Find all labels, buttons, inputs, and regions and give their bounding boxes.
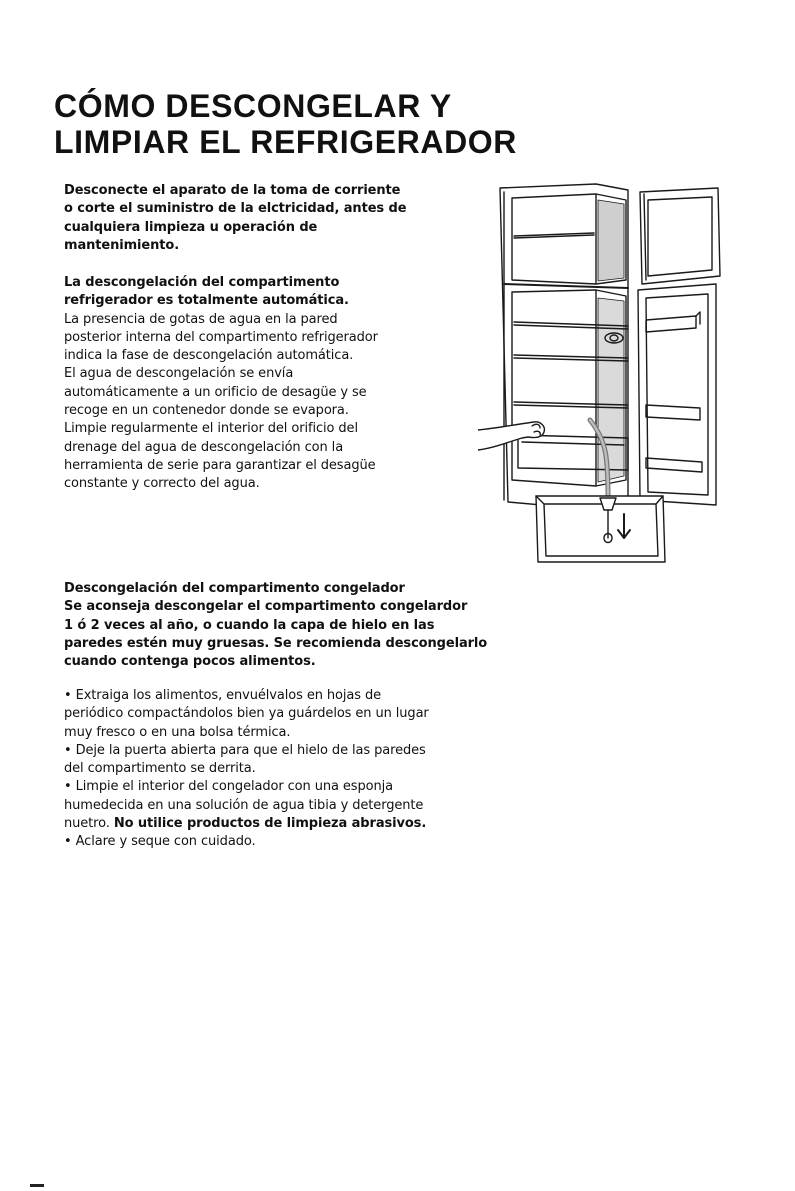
fridge-defrost-text: indica la fase de descongelación automática.	[64, 348, 354, 364]
step-line	[64, 815, 429, 833]
fridge-defrost-text: herramienta de serie para garantizar el desagüe	[64, 457, 376, 473]
fridge-defrost-text: posterior interna del compartimento refrigerador	[64, 329, 378, 345]
fridge-defrost-text: La presencia de gotas de agua en la pared	[64, 311, 338, 327]
freezer-defrost-line: paredes estén muy gruesas. Se recomienda descongelarlo	[64, 635, 488, 651]
warning-line: mantenimiento.	[64, 237, 180, 253]
title-line-1: CÓMO DESCONGELAR Y	[54, 88, 452, 124]
fridge-defrost-section	[64, 274, 378, 494]
warning-line: cualquiera limpieza u operación de	[64, 219, 318, 235]
fridge-defrost-heading: refrigerador es totalmente automática.	[64, 293, 349, 309]
fridge-defrost-text: Limpie regularmente el interior del orificio del	[64, 421, 358, 437]
step-line: • Deje la puerta abierta para que el hielo de las paredes	[64, 742, 426, 758]
fridge-defrost-text: recoge en un contenedor donde se evapora.	[64, 403, 349, 419]
fridge-defrost-text: El agua de descongelación se envía	[64, 366, 294, 382]
warning-line: Desconecte el aparato de la toma de corriente	[64, 183, 401, 198]
freezer-defrost-line: cuando contenga pocos alimentos.	[64, 654, 316, 670]
freezer-defrost-section	[64, 580, 487, 671]
warning-line: o corte el suministro de la elctricidad, antes de	[64, 201, 407, 217]
title-line-2: LIMPIAR EL REFRIGERADOR	[54, 124, 518, 160]
step-line: • Aclare y seque con cuidado.	[64, 834, 256, 850]
fridge-defrost-text: automáticamente a un orificio de desagüe y se	[64, 384, 367, 400]
safety-warning	[64, 182, 406, 255]
freezer-defrost-line: Descongelación del compartimento congelador	[64, 581, 405, 596]
fridge-defrost-heading: La descongelación del compartimento	[64, 275, 340, 290]
freezer-defrost-line: Se aconseja descongelar el compartimento congelardor	[64, 599, 468, 615]
step-line: • Extraiga los alimentos, envuélvalos en hojas de	[64, 688, 382, 703]
page-edge-mark	[30, 1184, 44, 1187]
page-title	[54, 88, 614, 160]
step-text: nuetro.	[64, 816, 114, 832]
abrasive-warning: No utilice productos de limpieza abrasivos.	[113, 816, 427, 832]
cleaning-steps	[64, 687, 429, 852]
step-line: muy fresco o en una bolsa térmica.	[64, 724, 291, 740]
fridge-drain-cleaning-illustration	[478, 180, 728, 565]
freezer-defrost-line: 1 ó 2 veces al año, o cuando la capa de hielo en las	[64, 617, 435, 633]
fridge-defrost-text: drenage del agua de descongelación con la	[64, 439, 344, 455]
step-line: • Limpie el interior del congelador con una esponja	[64, 779, 393, 795]
step-line: periódico compactándolos bien ya guárdelos en un lugar	[64, 706, 429, 722]
step-line: humedecida en una solución de agua tibia y detergente	[64, 797, 424, 813]
step-line: del compartimento se derrita.	[64, 761, 256, 777]
fridge-defrost-text: constante y correcto del agua.	[64, 476, 260, 492]
